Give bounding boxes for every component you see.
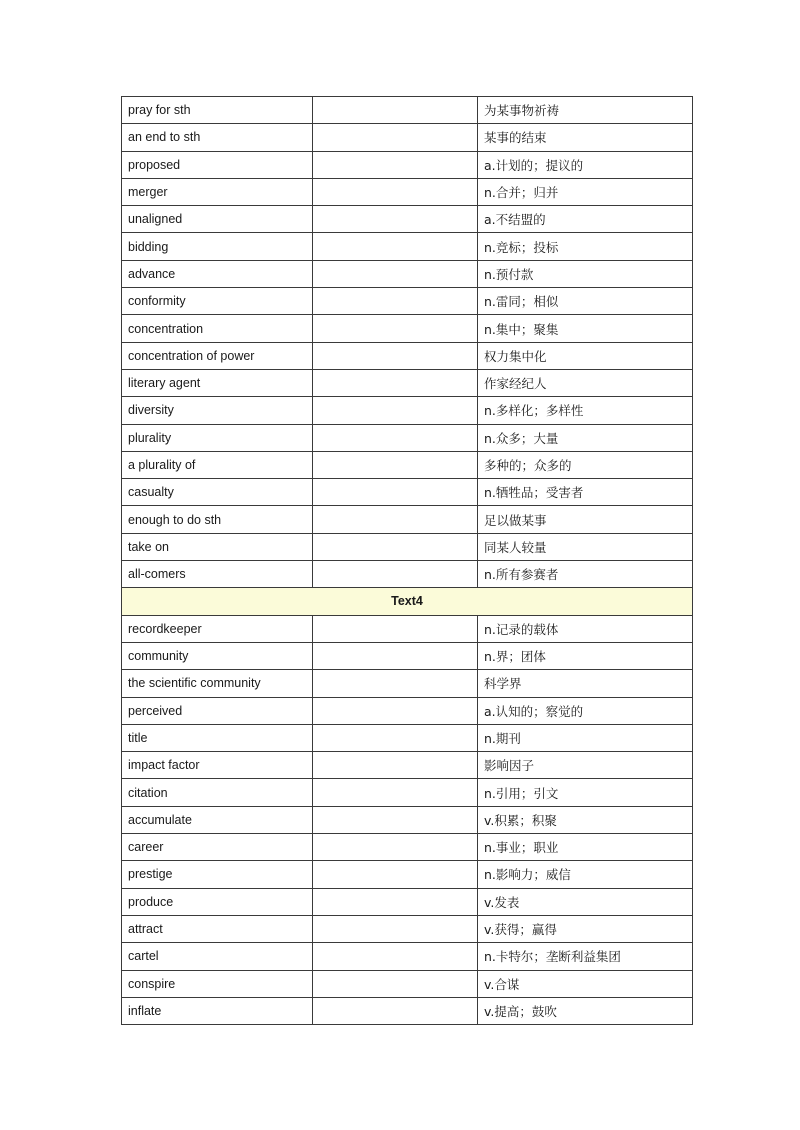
blank-cell bbox=[313, 724, 478, 751]
definition-cell: n.集中；聚集 bbox=[478, 315, 693, 342]
table-row bbox=[122, 506, 693, 533]
term-cell: literary agent bbox=[122, 369, 313, 396]
table-row bbox=[122, 369, 693, 396]
term-cell: bidding bbox=[122, 233, 313, 260]
definition-cell: n.记录的载体 bbox=[478, 615, 693, 642]
definition-cell: a.计划的；提议的 bbox=[478, 151, 693, 178]
table-row bbox=[122, 997, 693, 1024]
term-cell: all-comers bbox=[122, 561, 313, 588]
table-row bbox=[122, 834, 693, 861]
term-cell: conspire bbox=[122, 970, 313, 997]
blank-cell bbox=[313, 315, 478, 342]
blank-cell bbox=[313, 806, 478, 833]
table-row bbox=[122, 915, 693, 942]
table-row bbox=[122, 479, 693, 506]
term-cell: cartel bbox=[122, 943, 313, 970]
definition-cell: n.引用；引文 bbox=[478, 779, 693, 806]
blank-cell bbox=[313, 943, 478, 970]
table-row bbox=[122, 124, 693, 151]
table-row bbox=[122, 561, 693, 588]
term-cell: concentration bbox=[122, 315, 313, 342]
table-row bbox=[122, 315, 693, 342]
blank-cell bbox=[313, 997, 478, 1024]
blank-cell bbox=[313, 915, 478, 942]
blank-cell bbox=[313, 834, 478, 861]
table-row bbox=[122, 888, 693, 915]
definition-cell: v.积累；积聚 bbox=[478, 806, 693, 833]
term-cell: plurality bbox=[122, 424, 313, 451]
term-cell: conformity bbox=[122, 288, 313, 315]
term-cell: diversity bbox=[122, 397, 313, 424]
blank-cell bbox=[313, 697, 478, 724]
definition-cell: 多种的；众多的 bbox=[478, 451, 693, 478]
definition-cell: n.预付款 bbox=[478, 260, 693, 287]
term-cell: enough to do sth bbox=[122, 506, 313, 533]
table-row bbox=[122, 697, 693, 724]
term-cell: prestige bbox=[122, 861, 313, 888]
blank-cell bbox=[313, 424, 478, 451]
term-cell: the scientific community bbox=[122, 670, 313, 697]
section-title: Text4 bbox=[122, 588, 693, 615]
term-cell: accumulate bbox=[122, 806, 313, 833]
blank-cell bbox=[313, 861, 478, 888]
term-cell: unaligned bbox=[122, 206, 313, 233]
table-row bbox=[122, 670, 693, 697]
blank-cell bbox=[313, 779, 478, 806]
blank-cell bbox=[313, 670, 478, 697]
definition-cell: 影响因子 bbox=[478, 752, 693, 779]
definition-cell: n.众多；大量 bbox=[478, 424, 693, 451]
definition-cell: 某事的结束 bbox=[478, 124, 693, 151]
definition-cell: n.合并；归并 bbox=[478, 178, 693, 205]
table-row bbox=[122, 970, 693, 997]
blank-cell bbox=[313, 206, 478, 233]
vocabulary-table bbox=[121, 96, 693, 1025]
table-row bbox=[122, 97, 693, 124]
definition-cell: n.界；团体 bbox=[478, 642, 693, 669]
table-row bbox=[122, 861, 693, 888]
term-cell: perceived bbox=[122, 697, 313, 724]
blank-cell bbox=[313, 752, 478, 779]
table-row bbox=[122, 943, 693, 970]
blank-cell bbox=[313, 288, 478, 315]
table-row bbox=[122, 397, 693, 424]
definition-cell: 足以做某事 bbox=[478, 506, 693, 533]
term-cell: concentration of power bbox=[122, 342, 313, 369]
definition-cell: n.多样化；多样性 bbox=[478, 397, 693, 424]
section-header-row bbox=[122, 588, 693, 615]
blank-cell bbox=[313, 451, 478, 478]
definition-cell: n.卡特尔；垄断利益集团 bbox=[478, 943, 693, 970]
blank-cell bbox=[313, 369, 478, 396]
blank-cell bbox=[313, 97, 478, 124]
blank-cell bbox=[313, 397, 478, 424]
definition-cell: n.期刊 bbox=[478, 724, 693, 751]
definition-cell: v.发表 bbox=[478, 888, 693, 915]
definition-cell: a.不结盟的 bbox=[478, 206, 693, 233]
blank-cell bbox=[313, 506, 478, 533]
term-cell: citation bbox=[122, 779, 313, 806]
table-row bbox=[122, 288, 693, 315]
definition-cell: n.影响力；威信 bbox=[478, 861, 693, 888]
term-cell: produce bbox=[122, 888, 313, 915]
blank-cell bbox=[313, 233, 478, 260]
definition-cell: 为某事物祈祷 bbox=[478, 97, 693, 124]
term-cell: advance bbox=[122, 260, 313, 287]
table-row bbox=[122, 724, 693, 751]
blank-cell bbox=[313, 642, 478, 669]
term-cell: impact factor bbox=[122, 752, 313, 779]
definition-cell: v.合谋 bbox=[478, 970, 693, 997]
term-cell: take on bbox=[122, 533, 313, 560]
blank-cell bbox=[313, 260, 478, 287]
definition-cell: n.牺牲品；受害者 bbox=[478, 479, 693, 506]
term-cell: an end to sth bbox=[122, 124, 313, 151]
table-row bbox=[122, 752, 693, 779]
table-row bbox=[122, 233, 693, 260]
table-row bbox=[122, 451, 693, 478]
definition-cell: 科学界 bbox=[478, 670, 693, 697]
term-cell: inflate bbox=[122, 997, 313, 1024]
definition-cell: a.认知的；察觉的 bbox=[478, 697, 693, 724]
term-cell: merger bbox=[122, 178, 313, 205]
table-row bbox=[122, 533, 693, 560]
table-row bbox=[122, 806, 693, 833]
term-cell: community bbox=[122, 642, 313, 669]
table-row bbox=[122, 615, 693, 642]
term-cell: casualty bbox=[122, 479, 313, 506]
term-cell: career bbox=[122, 834, 313, 861]
table-row bbox=[122, 342, 693, 369]
table-row bbox=[122, 206, 693, 233]
table-row bbox=[122, 151, 693, 178]
definition-cell: n.所有参赛者 bbox=[478, 561, 693, 588]
definition-cell: v.提高；鼓吹 bbox=[478, 997, 693, 1024]
table-row bbox=[122, 260, 693, 287]
definition-cell: 同某人较量 bbox=[478, 533, 693, 560]
definition-cell: n.雷同；相似 bbox=[478, 288, 693, 315]
definition-cell: n.竞标；投标 bbox=[478, 233, 693, 260]
blank-cell bbox=[313, 615, 478, 642]
blank-cell bbox=[313, 888, 478, 915]
blank-cell bbox=[313, 178, 478, 205]
term-cell: recordkeeper bbox=[122, 615, 313, 642]
blank-cell bbox=[313, 342, 478, 369]
blank-cell bbox=[313, 151, 478, 178]
definition-cell: 作家经纪人 bbox=[478, 369, 693, 396]
blank-cell bbox=[313, 479, 478, 506]
term-cell: a plurality of bbox=[122, 451, 313, 478]
blank-cell bbox=[313, 970, 478, 997]
term-cell: pray for sth bbox=[122, 97, 313, 124]
term-cell: title bbox=[122, 724, 313, 751]
blank-cell bbox=[313, 533, 478, 560]
term-cell: attract bbox=[122, 915, 313, 942]
table-row bbox=[122, 642, 693, 669]
term-cell: proposed bbox=[122, 151, 313, 178]
table-row bbox=[122, 779, 693, 806]
blank-cell bbox=[313, 561, 478, 588]
blank-cell bbox=[313, 124, 478, 151]
table-row bbox=[122, 424, 693, 451]
definition-cell: n.事业；职业 bbox=[478, 834, 693, 861]
definition-cell: 权力集中化 bbox=[478, 342, 693, 369]
table-row bbox=[122, 178, 693, 205]
definition-cell: v.获得；赢得 bbox=[478, 915, 693, 942]
